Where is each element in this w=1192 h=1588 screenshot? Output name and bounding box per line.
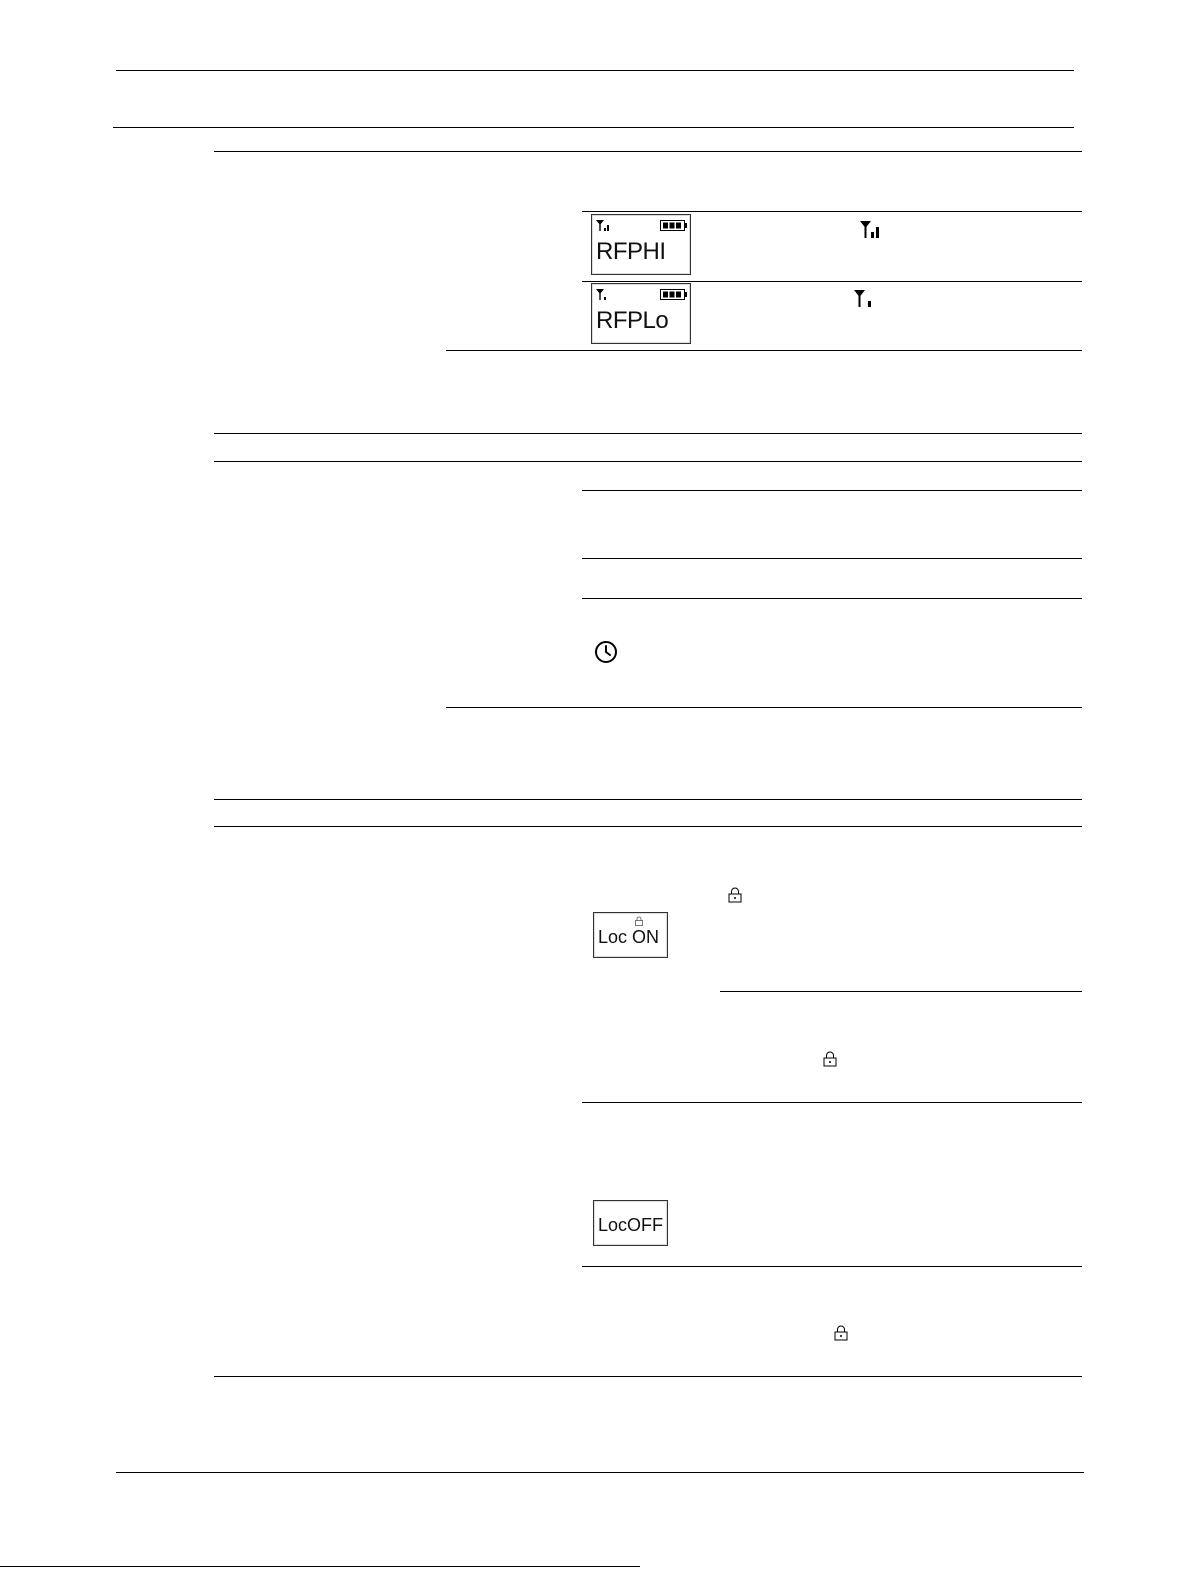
section-2-row-rule-2 — [582, 558, 1082, 559]
clock-icon — [594, 640, 618, 664]
battery-icon — [660, 220, 688, 231]
lock-row-rule-3 — [582, 1266, 1082, 1267]
antenna-signal-icon — [596, 289, 612, 301]
lock-row-rule-2 — [582, 1102, 1082, 1103]
antenna-signal-icon — [596, 220, 612, 232]
display-text: Loc ON — [598, 927, 660, 947]
antenna-signal-icon — [860, 221, 882, 239]
display-text: LocOFF — [598, 1215, 664, 1235]
display-lock-off — [593, 1200, 668, 1246]
section-3-rule-header — [214, 826, 1082, 827]
display-text: RFPHI — [596, 238, 666, 265]
header-rule-top — [116, 70, 1074, 71]
section-3-rule-top — [214, 799, 1082, 800]
section-2-rule-top — [214, 433, 1082, 434]
section-3-rule-bottom — [214, 1376, 1082, 1377]
antenna-signal-icon — [854, 290, 876, 308]
lock-icon — [834, 1325, 848, 1341]
section-2-rule-bottom — [446, 707, 1082, 708]
header-rule-bottom — [113, 127, 1074, 128]
section-2-row-rule-1 — [582, 490, 1082, 491]
section-2-row-rule-3 — [582, 598, 1082, 599]
lock-row-rule-1 — [720, 991, 1082, 992]
display-lock-on — [593, 912, 668, 958]
display-rf-low — [591, 283, 691, 344]
lock-icon — [728, 887, 742, 903]
footer-rule — [116, 1472, 1084, 1473]
section-1-rule-top — [214, 151, 1082, 152]
section-2-rule-header — [214, 461, 1082, 462]
rf-row-rule-1 — [582, 211, 1082, 212]
battery-icon — [660, 289, 688, 300]
rf-row-rule-2 — [582, 281, 1082, 282]
page-bottom-rule — [0, 1566, 640, 1567]
display-text: RFPLo — [596, 307, 669, 334]
lock-icon — [634, 916, 644, 926]
section-1-rule-bottom — [446, 350, 1082, 351]
lock-icon — [823, 1051, 837, 1067]
display-rf-high — [591, 214, 691, 275]
